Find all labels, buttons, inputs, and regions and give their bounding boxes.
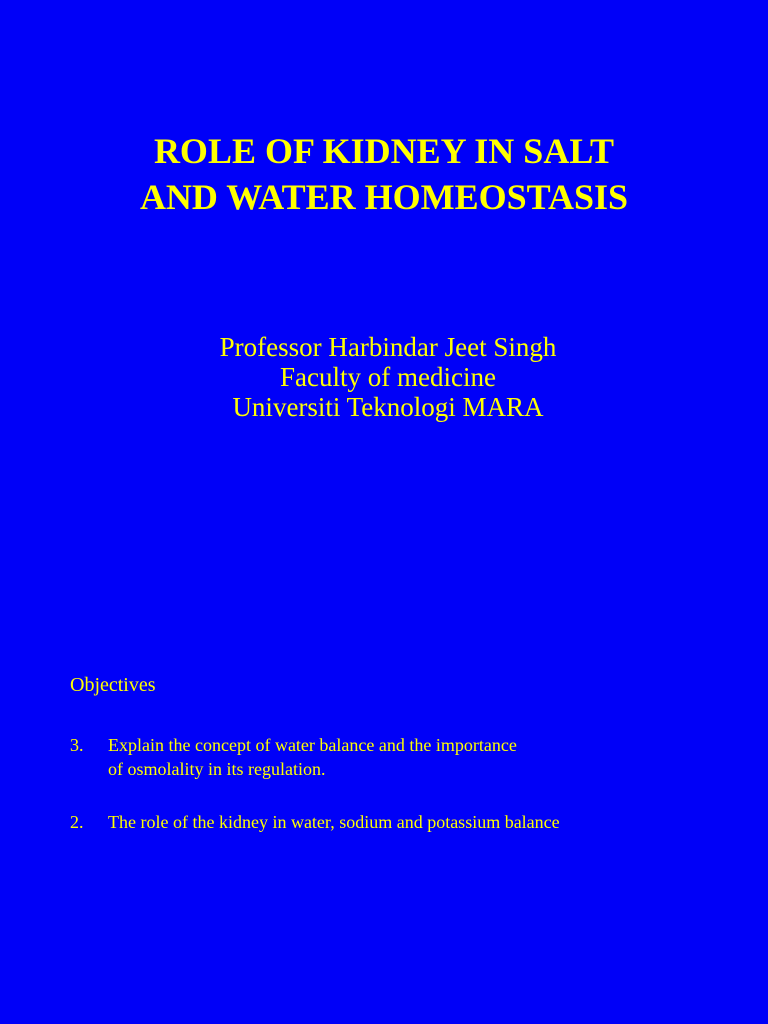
slide-title (0, 128, 768, 220)
author-faculty: Faculty of medicine (280, 362, 496, 392)
objectives-heading: Objectives (70, 674, 156, 696)
author-university: Universiti Teknologi MARA (232, 392, 544, 422)
objective-text-line: Explain the concept of water balance and the importance (108, 735, 517, 755)
author-block (0, 332, 768, 422)
author-name: Professor Harbindar Jeet Singh (219, 332, 557, 362)
objective-text (108, 733, 668, 781)
objective-text-line: The role of the kidney in water, sodium and potassium balance (108, 812, 560, 832)
objective-text (108, 810, 668, 834)
objective-text-line: of osmolality in its regulation. (108, 759, 326, 779)
objective-number: 2. (70, 812, 84, 832)
title-line-2: AND WATER HOMEOSTASIS (139, 177, 629, 217)
objective-number: 3. (70, 735, 84, 755)
title-line-1: ROLE OF KIDNEY IN SALT (153, 131, 615, 171)
